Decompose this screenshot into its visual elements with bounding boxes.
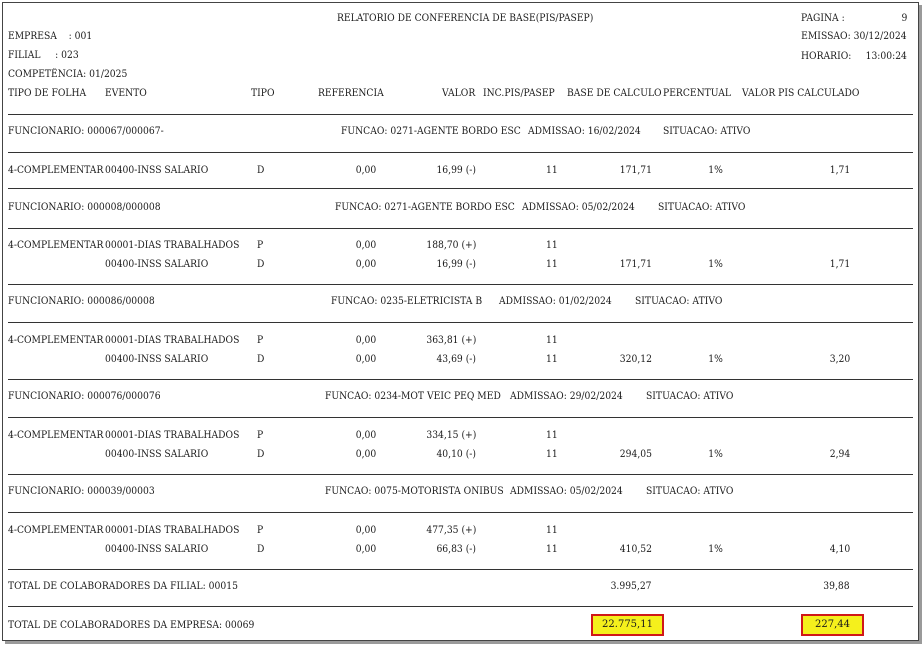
tipo-folha-cell: 4-COMPLEMENTAR — [8, 240, 104, 251]
funcao: FUNCAO: 0234-MOT VEIC PEQ MED — [325, 391, 501, 402]
tipo-cell: P — [257, 240, 264, 251]
inc-cell: 11 — [546, 165, 558, 176]
valor-pis-cell: 2,94 — [829, 449, 850, 460]
col-referencia: REFERENCIA — [318, 88, 384, 99]
evento-cell: 00001-DIAS TRABALHADOS — [105, 525, 240, 536]
divider — [8, 228, 913, 229]
funcionario-id: FUNCIONARIO: 000039/00003 — [8, 486, 155, 497]
valor-pis-cell: 3,20 — [829, 354, 850, 365]
tipo-folha-cell: 4-COMPLEMENTAR — [8, 525, 104, 536]
referencia-cell: 0,00 — [355, 430, 376, 441]
tipo-cell: D — [257, 165, 265, 176]
inc-cell: 11 — [546, 544, 558, 555]
total-filial-pis: 39,88 — [823, 581, 850, 592]
valor-cell: 43,69 (-) — [436, 354, 476, 365]
evento-cell: 00400-INSS SALARIO — [105, 354, 209, 365]
col-tipo-folha: TIPO DE FOLHA — [8, 88, 87, 99]
admissao: ADMISSAO: 01/02/2024 — [499, 296, 612, 307]
valor-cell: 16,99 (-) — [436, 165, 476, 176]
tipo-folha-cell: 4-COMPLEMENTAR — [8, 430, 104, 441]
base-cell: 171,71 — [619, 165, 652, 176]
percentual-cell: 1% — [708, 544, 723, 555]
percentual-cell: 1% — [708, 165, 723, 176]
divider — [8, 569, 913, 570]
total-filial-base: 3.995,27 — [611, 581, 652, 592]
divider — [8, 188, 913, 189]
base-cell: 410,52 — [619, 544, 652, 555]
total-empresa-base-highlight — [591, 614, 664, 636]
valor-cell: 334,15 (+) — [425, 430, 476, 441]
valor-cell: 66,83 (-) — [436, 544, 476, 555]
referencia-cell: 0,00 — [355, 165, 376, 176]
valor-pis-cell: 4,10 — [829, 544, 850, 555]
col-inc-pis: INC.PIS/PASEP — [483, 88, 555, 99]
valor-cell: 40,10 (-) — [436, 449, 476, 460]
divider — [8, 284, 913, 285]
evento-cell: 00400-INSS SALARIO — [105, 449, 209, 460]
inc-cell: 11 — [546, 335, 558, 346]
evento-cell: 00001-DIAS TRABALHADOS — [105, 240, 240, 251]
divider — [8, 322, 913, 323]
tipo-folha-cell: 4-COMPLEMENTAR — [8, 335, 104, 346]
funcao: FUNCAO: 0271-AGENTE BORDO ESC — [341, 126, 521, 137]
inc-cell: 11 — [546, 240, 558, 251]
referencia-cell: 0,00 — [355, 354, 376, 365]
admissao: ADMISSAO: 05/02/2024 — [510, 486, 623, 497]
horario-value: 13:00:24 — [865, 51, 907, 62]
funcao: FUNCAO: 0075-MOTORISTA ONIBUS — [325, 486, 504, 497]
evento-cell: 00001-DIAS TRABALHADOS — [105, 430, 240, 441]
inc-cell: 11 — [546, 525, 558, 536]
divider — [8, 417, 913, 418]
evento-cell: 00001-DIAS TRABALHADOS — [105, 335, 240, 346]
situacao: SITUACAO: ATIVO — [658, 202, 746, 213]
total-empresa-base: 22.775,11 — [602, 619, 653, 630]
referencia-cell: 0,00 — [355, 449, 376, 460]
divider — [8, 474, 913, 475]
divider — [8, 379, 913, 380]
referencia-cell: 0,00 — [355, 525, 376, 536]
pagina-label: PAGINA : — [801, 13, 845, 24]
divider — [8, 152, 913, 153]
situacao: SITUACAO: ATIVO — [646, 486, 734, 497]
col-percentual: PERCENTUAL — [663, 88, 732, 99]
inc-cell: 11 — [546, 449, 558, 460]
situacao: SITUACAO: ATIVO — [663, 126, 751, 137]
referencia-cell: 0,00 — [355, 240, 376, 251]
base-cell: 320,12 — [619, 354, 652, 365]
inc-cell: 11 — [546, 430, 558, 441]
valor-cell: 363,81 (+) — [425, 335, 476, 346]
divider — [8, 512, 913, 513]
funcao: FUNCAO: 0235-ELETRICISTA B — [331, 296, 483, 307]
frame-shadow-bottom — [5, 641, 922, 644]
horario-label: HORARIO: — [801, 51, 852, 62]
frame-shadow-right — [919, 5, 922, 644]
tipo-cell: P — [257, 430, 264, 441]
percentual-cell: 1% — [708, 354, 723, 365]
referencia-cell: 0,00 — [355, 335, 376, 346]
tipo-cell: D — [257, 259, 265, 270]
empresa-code: EMPRESA : 001 — [8, 31, 93, 42]
valor-cell: 188,70 (+) — [425, 240, 476, 251]
col-valor-pis: VALOR PIS CALCULADO — [742, 88, 860, 99]
funcionario-id: FUNCIONARIO: 000008/000008 — [8, 202, 161, 213]
percentual-cell: 1% — [708, 449, 723, 460]
pagina-value: 9 — [901, 13, 907, 24]
emissao-date: EMISSAO: 30/12/2024 — [801, 31, 907, 42]
tipo-cell: P — [257, 335, 264, 346]
referencia-cell: 0,00 — [355, 259, 376, 270]
base-cell: 171,71 — [619, 259, 652, 270]
evento-cell: 00400-INSS SALARIO — [105, 165, 209, 176]
inc-cell: 11 — [546, 354, 558, 365]
valor-pis-cell: 1,71 — [829, 259, 850, 270]
total-filial-label: TOTAL DE COLABORADORES DA FILIAL: 00015 — [8, 581, 238, 592]
base-cell: 294,05 — [619, 449, 652, 460]
competencia: COMPETÊNCIA: 01/2025 — [8, 69, 128, 80]
total-empresa-pis: 227,44 — [815, 619, 850, 630]
total-empresa-label: TOTAL DE COLABORADORES DA EMPRESA: 00069 — [8, 620, 255, 631]
tipo-cell: P — [257, 525, 264, 536]
funcionario-id: FUNCIONARIO: 000067/000067- — [8, 126, 164, 137]
valor-pis-cell: 1,71 — [829, 165, 850, 176]
percentual-cell: 1% — [708, 259, 723, 270]
admissao: ADMISSAO: 16/02/2024 — [528, 126, 641, 137]
total-empresa-pis-highlight — [801, 614, 864, 636]
divider — [8, 114, 913, 115]
col-valor: VALOR — [442, 88, 476, 99]
admissao: ADMISSAO: 29/02/2024 — [510, 391, 623, 402]
admissao: ADMISSAO: 05/02/2024 — [522, 202, 635, 213]
situacao: SITUACAO: ATIVO — [635, 296, 723, 307]
col-evento: EVENTO — [105, 88, 147, 99]
report-title: RELATORIO DE CONFERENCIA DE BASE(PIS/PASEP) — [337, 13, 594, 24]
evento-cell: 00400-INSS SALARIO — [105, 544, 209, 555]
funcionario-id: FUNCIONARIO: 000076/000076 — [8, 391, 161, 402]
situacao: SITUACAO: ATIVO — [646, 391, 734, 402]
evento-cell: 00400-INSS SALARIO — [105, 259, 209, 270]
valor-cell: 16,99 (-) — [436, 259, 476, 270]
referencia-cell: 0,00 — [355, 544, 376, 555]
tipo-cell: D — [257, 449, 265, 460]
divider — [8, 606, 913, 607]
tipo-cell: D — [257, 354, 265, 365]
col-base-calculo: BASE DE CALCULO — [567, 88, 662, 99]
tipo-cell: D — [257, 544, 265, 555]
funcionario-id: FUNCIONARIO: 000086/00008 — [8, 296, 155, 307]
valor-cell: 477,35 (+) — [425, 525, 476, 536]
col-tipo: TIPO — [251, 88, 275, 99]
filial-code: FILIAL : 023 — [8, 50, 79, 61]
funcao: FUNCAO: 0271-AGENTE BORDO ESC — [335, 202, 515, 213]
tipo-folha-cell: 4-COMPLEMENTAR — [8, 165, 104, 176]
inc-cell: 11 — [546, 259, 558, 270]
